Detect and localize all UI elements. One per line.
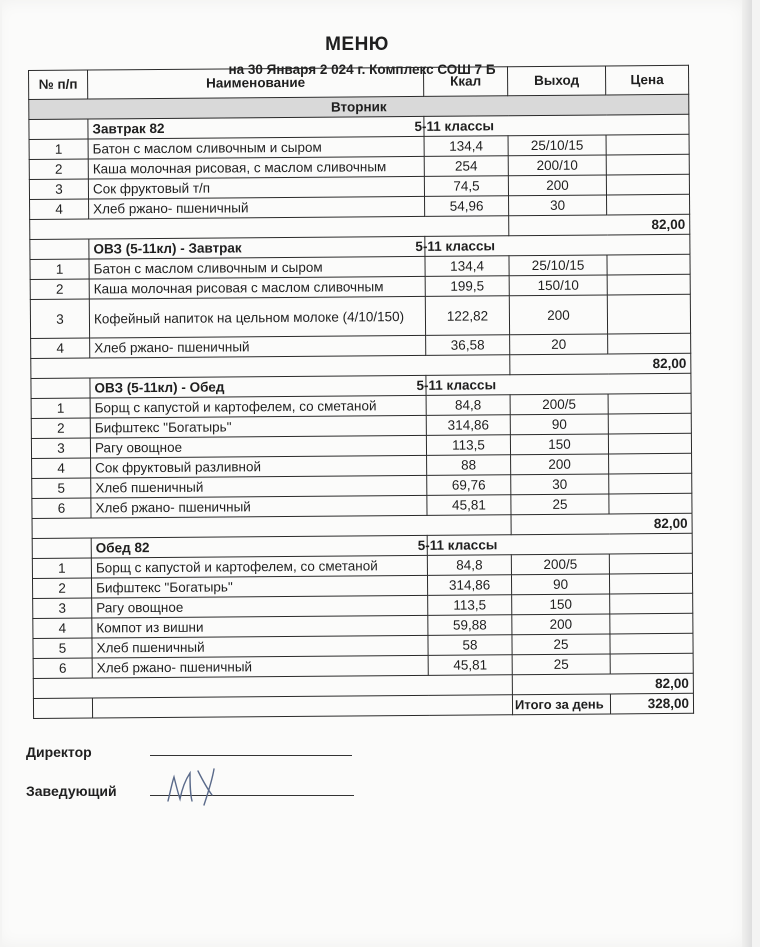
section-total: 82,00: [509, 214, 690, 235]
item-kcal: 314,86: [427, 575, 511, 596]
section-total: 82,00: [510, 353, 691, 374]
item-output: 200/5: [510, 394, 608, 415]
item-price: [608, 333, 691, 354]
empty-cell: [33, 698, 92, 718]
item-number: 1: [31, 398, 90, 418]
section-title: ОВЗ (5-11кл) - Завтрак: [89, 236, 425, 259]
menu-table: [28, 65, 694, 719]
section-grade: 5-11 классы: [427, 533, 692, 555]
column-header-price: Цена: [605, 65, 688, 95]
item-name: Бифштекс "Богатырь": [91, 575, 427, 598]
item-kcal: 113,5: [426, 435, 510, 456]
item-name: Бифштекс "Богатырь": [90, 415, 426, 438]
item-number: 1: [30, 259, 89, 279]
item-price: [609, 493, 692, 514]
item-name: Борщ с капустой и картофелем, со сметаной: [90, 395, 426, 418]
item-output: 30: [509, 195, 607, 216]
section-total: 82,00: [512, 673, 693, 694]
item-name: Каша молочная рисовая, с маслом сливочным: [88, 156, 424, 179]
item-name: Сок фруктовый разливной: [91, 455, 427, 478]
menu-sheet: [2, 0, 752, 947]
empty-cell: [30, 239, 89, 259]
item-number: 1: [32, 558, 91, 578]
item-price: [606, 134, 689, 155]
item-name: Каша молочная рисовая с маслом сливочным: [89, 276, 425, 299]
empty-cell: [92, 695, 512, 718]
column-header-name: Наименование: [88, 67, 424, 99]
column-header-out: Выход: [507, 66, 605, 96]
item-output: 30: [511, 474, 609, 495]
item-price: [607, 274, 690, 295]
item-kcal: 314,86: [426, 415, 510, 436]
item-name: Хлеб ржано- пшеничный: [91, 495, 427, 518]
item-kcal: 199,5: [425, 276, 509, 297]
item-name: Кофейный напиток на цельном молоке (4/10/150): [89, 296, 425, 338]
empty-cell: [29, 119, 88, 139]
item-kcal: 113,5: [428, 595, 512, 616]
item-output: 20: [510, 334, 608, 355]
menu-table-wrapper: [28, 65, 694, 719]
document-subtitle: на 30 Января 2 024 г. Комплекс СОШ 7 Б: [228, 62, 496, 77]
item-output: 90: [511, 574, 609, 595]
section-title: Обед 82: [91, 535, 427, 558]
section-grade: 5-11 классы: [424, 114, 689, 136]
item-number: 2: [32, 578, 91, 598]
item-kcal: 254: [424, 156, 508, 177]
item-number: 6: [33, 658, 92, 678]
item-output: 25/10/15: [509, 255, 607, 276]
item-kcal: 59,88: [428, 615, 512, 636]
director-signature-line: [150, 755, 352, 756]
item-number: 5: [32, 478, 91, 498]
item-price: [609, 573, 692, 594]
page-edge-shadow: [742, 0, 752, 947]
item-kcal: 88: [427, 455, 511, 476]
section-title: Завтрак 82: [88, 116, 424, 139]
item-output: 150: [512, 594, 610, 615]
item-price: [610, 613, 693, 634]
item-number: 4: [31, 338, 90, 358]
section-grade: 5-11 классы: [426, 373, 691, 395]
item-price: [607, 254, 690, 275]
manager-label: Заведующий: [26, 783, 117, 799]
item-kcal: 69,76: [427, 475, 511, 496]
document-title: МЕНЮ: [325, 34, 389, 55]
item-price: [610, 633, 693, 654]
item-number: 3: [30, 299, 89, 338]
item-price: [608, 413, 691, 434]
item-name: Хлеб ржано- пшеничный: [90, 335, 426, 358]
item-kcal: 45,81: [428, 655, 512, 676]
item-output: 150/10: [509, 275, 607, 296]
section-title: ОВЗ (5-11кл) - Обед: [90, 375, 426, 398]
day-total-label: Итого за день: [512, 694, 610, 715]
item-name: Рагу овощное: [92, 595, 428, 618]
menu-item-row: [30, 294, 690, 338]
item-name: Хлеб пшеничный: [92, 635, 428, 658]
item-output: 25: [512, 634, 610, 655]
item-name: Борщ с капустой и картофелем, со сметаной: [91, 555, 427, 578]
item-price: [609, 473, 692, 494]
item-output: 90: [510, 414, 608, 435]
empty-cell: [31, 378, 90, 398]
item-price: [610, 653, 693, 674]
item-number: 3: [33, 598, 92, 618]
item-kcal: 54,96: [425, 196, 509, 217]
item-output: 150: [510, 434, 608, 455]
item-number: 2: [29, 159, 88, 179]
item-price: [606, 154, 689, 175]
item-output: 200/5: [511, 554, 609, 575]
item-kcal: 134,4: [424, 136, 508, 157]
item-name: Хлеб пшеничный: [91, 475, 427, 498]
item-number: 1: [29, 139, 88, 159]
item-price: [607, 294, 690, 334]
item-kcal: 134,4: [425, 256, 509, 277]
item-name: Рагу овощное: [90, 435, 426, 458]
item-name: Хлеб ржано- пшеничный: [89, 196, 425, 219]
item-number: 2: [30, 279, 89, 299]
item-number: 2: [31, 418, 90, 438]
item-kcal: 74,5: [424, 176, 508, 197]
item-price: [609, 553, 692, 574]
item-number: 5: [33, 638, 92, 658]
item-price: [610, 593, 693, 614]
item-output: 200: [512, 614, 610, 635]
item-name: Компот из вишни: [92, 615, 428, 638]
day-total-row: [33, 693, 693, 718]
item-number: 3: [31, 438, 90, 458]
item-price: [606, 174, 689, 195]
item-name: Батон с маслом сливочным и сыром: [89, 256, 425, 279]
item-name: Батон с маслом сливочным и сыром: [88, 136, 424, 159]
column-header-num: № п/п: [29, 70, 88, 99]
section-total: 82,00: [511, 513, 692, 534]
item-output: 25/10/15: [508, 135, 606, 156]
item-output: 25: [511, 494, 609, 515]
item-name: Хлеб ржано- пшеничный: [92, 655, 428, 678]
item-output: 25: [512, 654, 610, 675]
director-label: Директор: [26, 744, 92, 760]
day-total-value: 328,00: [610, 693, 693, 714]
item-kcal: 122,82: [425, 296, 509, 336]
item-number: 3: [29, 179, 88, 199]
item-kcal: 58: [428, 635, 512, 656]
item-number: 4: [30, 199, 89, 219]
item-name: Сок фруктовый т/п: [88, 176, 424, 199]
column-header-kcal: Ккал: [423, 67, 507, 97]
item-number: 4: [33, 618, 92, 638]
item-kcal: 84,8: [427, 555, 511, 576]
item-price: [608, 433, 691, 454]
handwritten-signature: [162, 765, 232, 810]
empty-cell: [32, 538, 91, 558]
item-price: [608, 393, 691, 414]
item-kcal: 45,81: [427, 495, 511, 516]
item-kcal: 36,58: [426, 335, 510, 356]
item-price: [609, 453, 692, 474]
item-output: 200: [508, 175, 606, 196]
item-kcal: 84,8: [426, 395, 510, 416]
item-number: 6: [32, 498, 91, 518]
item-output: 200: [511, 454, 609, 475]
item-price: [606, 194, 689, 215]
item-number: 4: [32, 458, 91, 478]
item-output: 200/10: [508, 155, 606, 176]
item-output: 200: [509, 295, 607, 335]
section-grade: 5-11 классы: [425, 234, 690, 256]
day-label: Вторник: [29, 94, 689, 119]
